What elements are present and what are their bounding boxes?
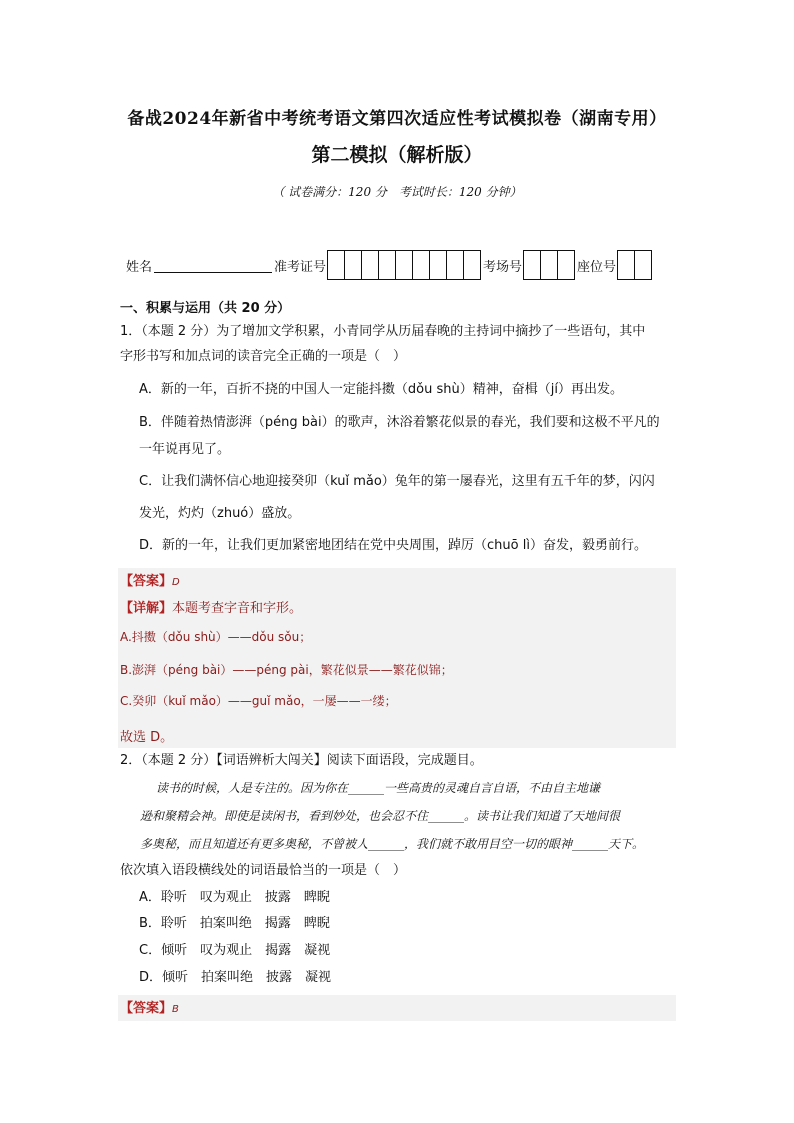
q2-stem: 2．（本题 2 分）【词语辨析大闯关】阅读下面语段，完成题目。 [120,753,483,768]
q2-option-a: A．聆听 叹为观止 披露 睥睨 [139,890,330,905]
exam-id-label: 准考证号 [274,259,327,275]
q2-option-b: B．聆听 拍案叫绝 揭露 睥睨 [139,916,330,931]
q1-answer: 【答案】D [120,574,180,589]
q2-answer-block [118,995,676,1021]
q1-option-a: A．新的一年，百折不挠的中国人一定能抖擞（dǒu shù）精神，奋楫（jí）再出发。 [139,382,623,397]
q1-explain-b: B.澎湃（péng bài）——péng pài，繁花似景——繁花似锦； [120,663,453,677]
q2-answer: 【答案】B [120,1001,179,1016]
q1-option-b-line2: 一年说再见了。 [139,442,231,457]
q1-stem-line2: 字形书写和加点词的读音完全正确的一项是（ ） [120,349,407,364]
room-boxes[interactable] [524,250,575,280]
q2-passage-line3: 多奥秘，而且知道还有更多奥秘，不曾被人______，我们就不敢用目空一切的眼神______天下。 [140,837,645,851]
q1-explain-a: A.抖擞（dǒu shù）——dǒu sǒu； [120,630,312,644]
q1-explain-c: C.癸卯（kuǐ mǎo）——guǐ mǎo，一屡——一缕； [120,694,397,708]
name-field[interactable] [154,258,272,273]
exam-meta: （ 试卷满分：120 分 考试时长：120 分钟） [272,185,522,199]
q1-detail: 【详解】本题考查字音和字形。 [120,601,303,616]
q1-option-c-line2: 发光，灼灼（zhuó）盛放。 [139,506,301,521]
q1-conclusion: 故选 D。 [120,730,174,745]
room-label: 考场号 [483,259,523,275]
q1-answer-block [118,568,676,748]
q2-option-d: D．倾听 拍案叫绝 披露 凝视 [139,970,332,985]
section-title: 一、积累与运用（共 20 分） [120,301,291,316]
q1-option-c-line1: C．让我们满怀信心地迎接癸卯（kuǐ mǎo）兔年的第一屡春光，这里有五千年的梦，闪闪 [139,474,655,489]
seat-boxes[interactable] [618,250,652,280]
candidate-info-row [126,250,654,280]
q2-passage-line2: 逊和聚精会神。即使是读闲书，看到妙处，也会忍不住______。读书让我们知道了天地间很 [140,809,621,823]
q2-option-c: C．倾听 叹为观止 揭露 凝视 [139,943,331,958]
q2-ask: 依次填入语段横线处的词语最恰当的一项是（ ） [120,863,407,878]
exam-id-boxes[interactable] [328,250,481,280]
q2-passage-line1: 读书的时候，人是专注的。因为你在______一些高贵的灵魂自言自语，不由自主地谦 [156,781,601,795]
document-subtitle: 第二模拟（解析版） [311,144,483,166]
q1-stem-line1: 1．（本题 2 分）为了增加文学积累，小青同学从历届春晚的主持词中摘抄了一些语句，其中 [120,324,646,339]
name-label: 姓名 [126,259,153,275]
q1-option-d: D．新的一年，让我们更加紧密地团结在党中央周围，踔厉（chuō lì）奋发，毅勇前行。 [139,538,647,553]
q1-option-b-line1: B．伴随着热情澎湃（péng bài）的歌声，沐浴着繁花似景的春光，我们要和这极不平凡的 [139,415,660,430]
seat-label: 座位号 [577,259,617,275]
document-title: 备战2024年新省中考统考语文第四次适应性考试模拟卷（湖南专用） [127,109,667,129]
